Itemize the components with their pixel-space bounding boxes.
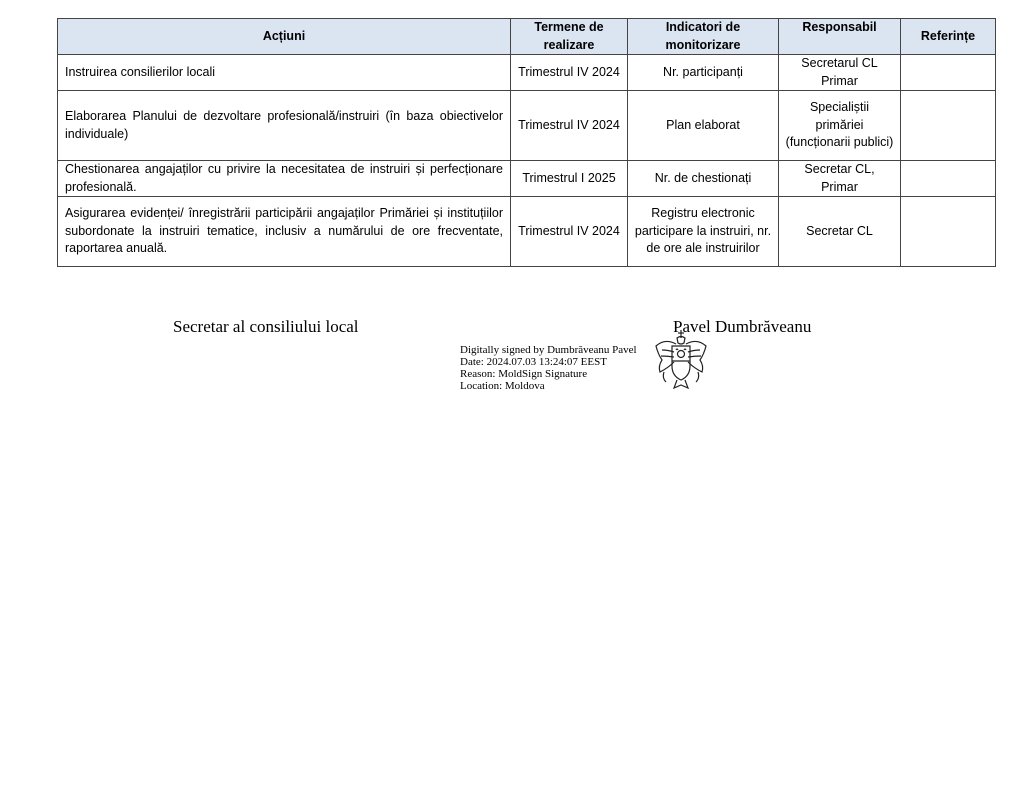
table-row	[58, 197, 996, 267]
action-cell: Chestionarea angajaților cu privire la necesitatea de instruiri și perfecționare profesională.	[58, 161, 511, 197]
deadline-cell: Trimestrul IV 2024	[511, 55, 628, 91]
digital-signature-date: Date: 2024.07.03 13:24:07 EEST	[460, 356, 607, 368]
signatory-name: Pavel Dumbrăveanu	[673, 317, 812, 336]
action-cell: Instruirea consilierilor locali	[58, 55, 511, 91]
signatory-title: Secretar al consiliului local	[173, 317, 359, 336]
table-row	[58, 91, 996, 161]
header-responsible: Responsabil	[779, 19, 901, 55]
digital-signature-reason: Reason: MoldSign Signature	[460, 368, 588, 380]
action-cell: Elaborarea Planului de dezvoltare profesională/instruiri (în baza obiectivelor individuale)	[58, 91, 511, 161]
reference-cell	[901, 55, 996, 91]
responsible-cell: Secretar CL, Primar	[779, 161, 901, 197]
reference-cell	[901, 91, 996, 161]
indicator-cell: Nr. participanți	[628, 55, 779, 91]
table-row	[58, 161, 996, 197]
reference-cell	[901, 197, 996, 267]
responsible-cell: Secretarul CL Primar	[779, 55, 901, 91]
header-indicators: Indicatori de monitorizare	[628, 19, 779, 55]
deadline-cell: Trimestrul IV 2024	[511, 91, 628, 161]
indicator-cell: Registru electronic participare la instruiri, nr. de ore ale instruirilor	[628, 197, 779, 267]
header-references: Referințe	[901, 19, 996, 55]
responsible-cell: Specialiștii primăriei (funcționarii publici)	[779, 91, 901, 161]
table-header-row	[58, 19, 996, 55]
digital-signature-signer: Digitally signed by Dumbrăveanu Pavel	[460, 344, 637, 356]
header-deadlines: Termene de realizare	[511, 19, 628, 55]
table-row	[58, 55, 996, 91]
deadline-cell: Trimestrul I 2025	[511, 161, 628, 197]
header-actions: Acțiuni	[58, 19, 511, 55]
indicator-cell: Plan elaborat	[628, 91, 779, 161]
reference-cell	[901, 161, 996, 197]
responsible-cell: Secretar CL	[779, 197, 901, 267]
digital-signature-block	[460, 344, 637, 392]
moldova-coat-of-arms-icon	[650, 328, 712, 392]
action-plan-table	[57, 18, 996, 267]
digital-signature-location: Location: Moldova	[460, 380, 545, 392]
indicator-cell: Nr. de chestionați	[628, 161, 779, 197]
action-cell: Asigurarea evidenței/ înregistrării participării angajaților Primăriei și instituțiilor subordonate la instruiri tematice, inclusiv a numărului de ore frecventate, raportarea anuală.	[58, 197, 511, 267]
deadline-cell: Trimestrul IV 2024	[511, 197, 628, 267]
